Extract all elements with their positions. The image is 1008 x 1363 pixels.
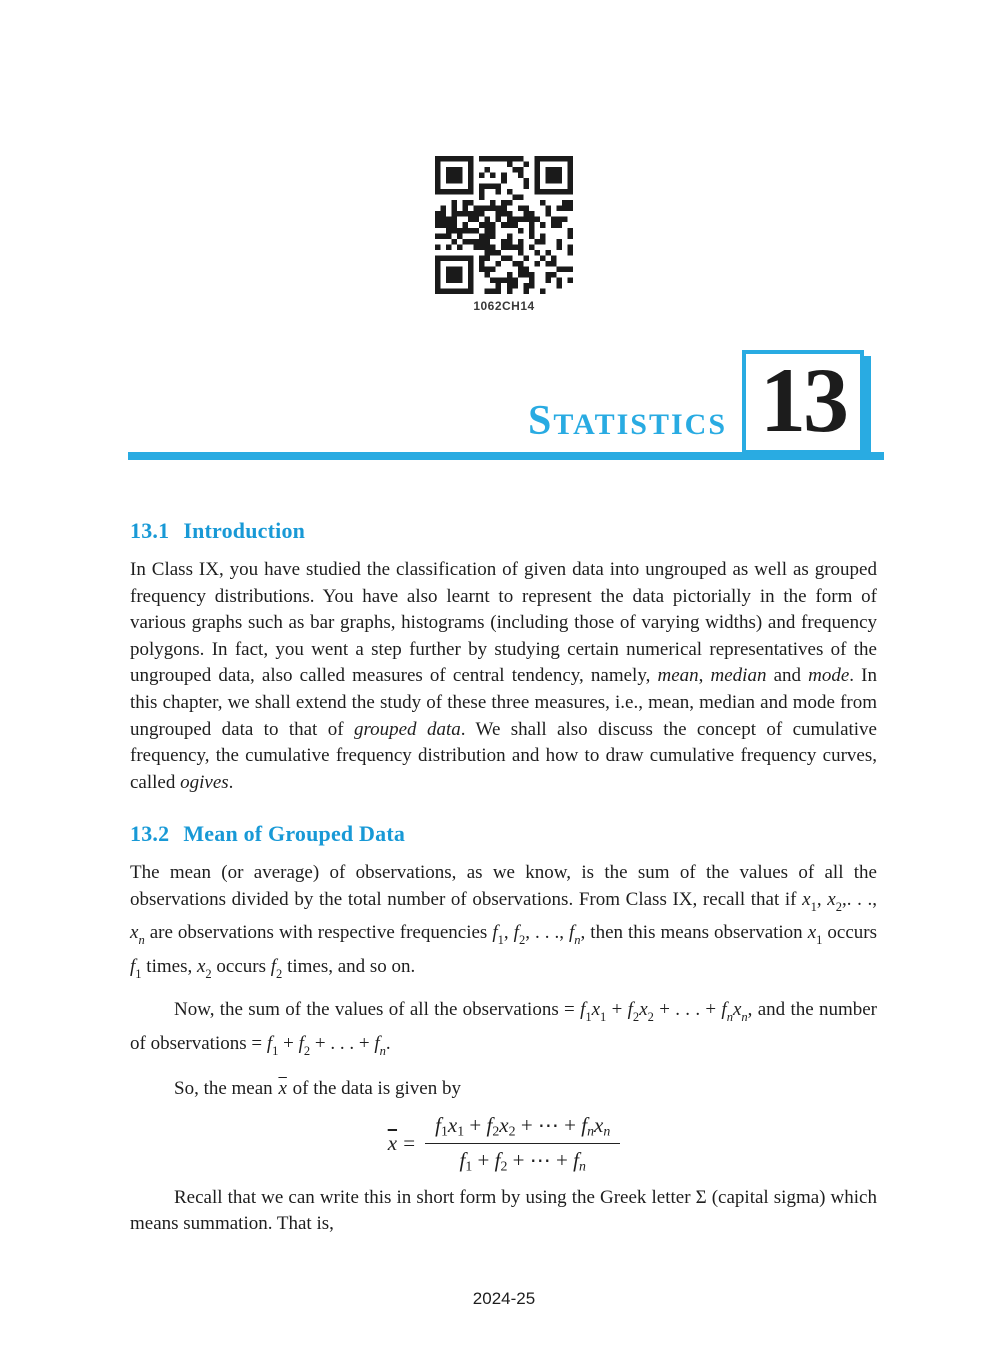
paragraph-intro: In Class IX, you have studied the classification of given data into ungrouped as well as grouped frequency distributions. You have also learnt to represent the data pictorially in the form of various graphs such as bar graphs, histograms (including those of varying widths) and frequency polygons. In fact, you went a step further by studying certain numerical representatives of the ungrouped data, also called measures of central tendency, namely, mean, median and mode. In this chapter, we shall extend the study of these three measures, i.e., mean, median and mode from ungrouped data to that of grouped data. We shall also discuss the concept of cumulative frequency, the cumulative frequency distribution and how to draw cumulative frequency curves, called ogives. — [130, 559, 877, 793]
paragraph-sum-observations: Now, the sum of the values of all the observations = $f_1x_1 + f_2x_2$ + . . . + $f_nx_n$, and the number of observations = $f_1 + f_2$ + . . . + $f_n$. — [130, 999, 878, 1058]
page-content — [130, 517, 877, 1238]
section-heading-13-1 — [130, 517, 877, 544]
paragraph-sigma-note: Recall that we can write this in short form by using the Greek letter Σ (capital sigma) which means summation. That is, — [130, 1186, 877, 1235]
chapter-title: STATISTICS — [528, 398, 727, 444]
fraction — [425, 1113, 620, 1175]
chapter-number: 13 — [760, 349, 846, 451]
heading-title: Mean of Grouped Data — [183, 821, 406, 847]
formula-row — [130, 1113, 877, 1175]
heading-title: Introduction — [183, 518, 306, 543]
heading-number: 13.2 — [130, 821, 170, 847]
qr-block — [435, 156, 573, 313]
qr-caption: 1062CH14 — [473, 299, 535, 313]
paragraph-mean-lead-in: So, the mean $\overline{x}$ of the data is given by — [174, 1078, 461, 1100]
fraction-numerator: f1x1 + f2x2 + ⋯ + fnxn — [425, 1113, 620, 1145]
page-footer: 2024-25 — [472, 1289, 536, 1308]
section-heading-13-2 — [130, 820, 877, 847]
paragraph-mean-definition: The mean (or average) of observations, as we know, is the sum of the values of all the observations divided by the total number of observations. From Class IX, recall that if $x_1$, $x_2$,. . ., $x_n$ are observations with respective frequencies $f_1$, $f_2$, . . ., $f_n$, then this means observation $x_1$ occurs $f_1$ times, $x_2$ occurs $f_2$ times, and so on. — [130, 862, 878, 981]
fraction-denominator: f1 + f2 + ⋯ + fn — [459, 1148, 586, 1174]
heading-number: 13.1 — [130, 518, 170, 543]
qr-code — [435, 156, 573, 294]
formula-lhs: $\overline{x}$ = — [387, 1131, 416, 1156]
mean-formula — [387, 1113, 621, 1175]
chapter-number-box — [742, 350, 864, 454]
